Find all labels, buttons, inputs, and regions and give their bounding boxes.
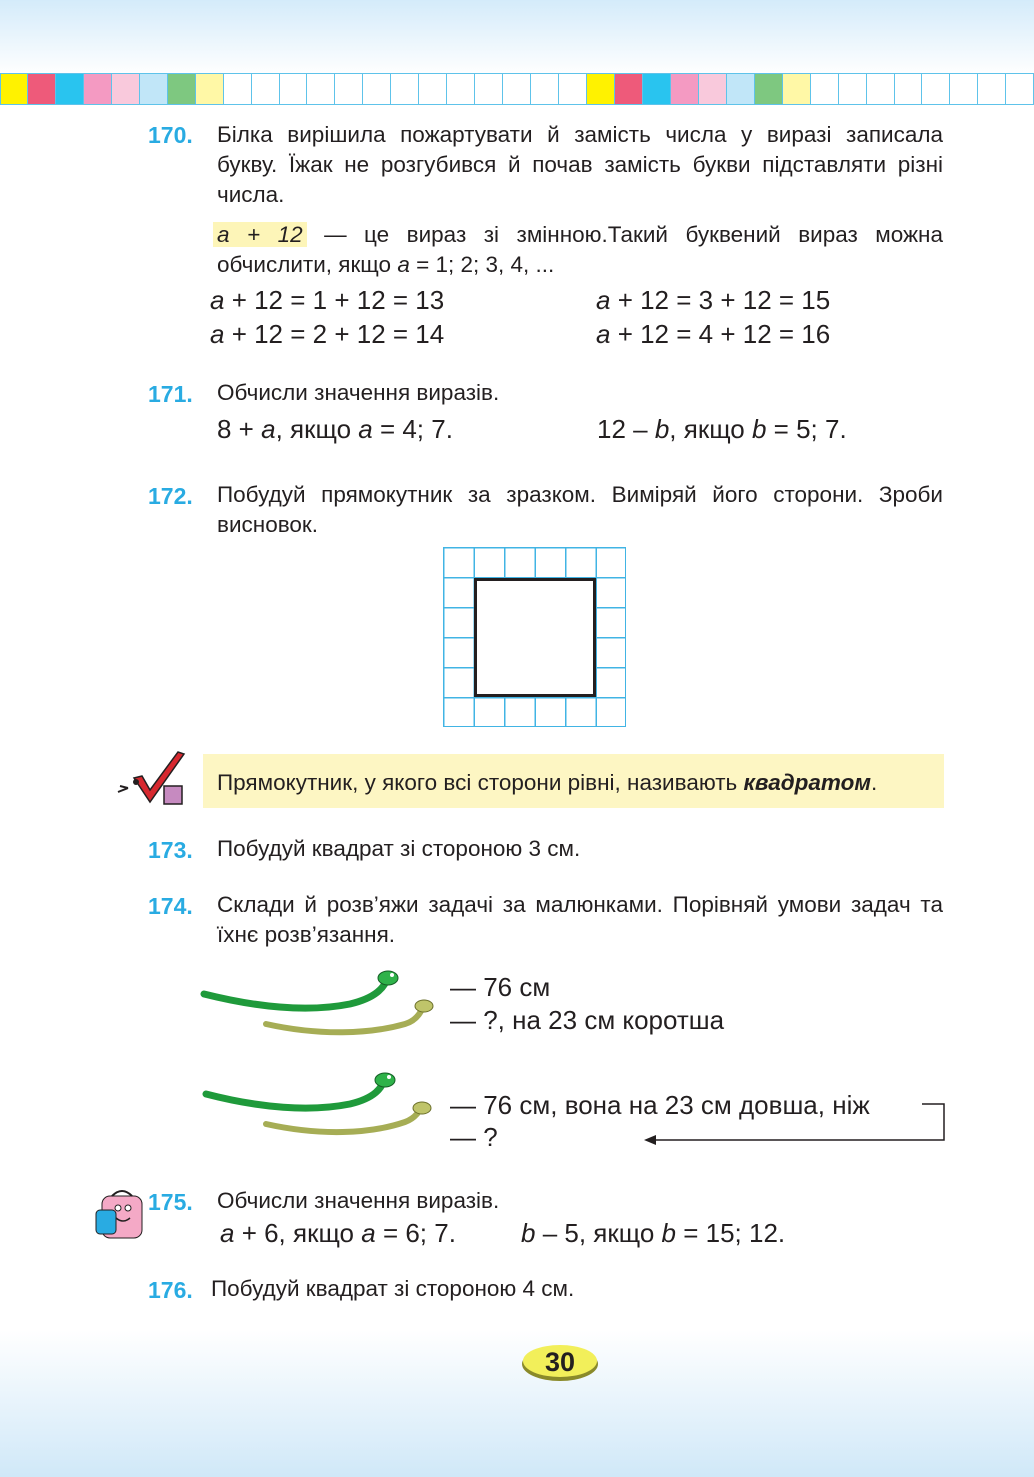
strip-square: [363, 73, 391, 105]
strip-square: [922, 73, 950, 105]
strip-square: [56, 73, 84, 105]
equation: a + 12 = 2 + 12 = 14: [210, 319, 445, 349]
strip-square: [643, 73, 671, 105]
task-number: 170.: [148, 122, 193, 148]
equation: a + 12 = 3 + 12 = 15: [596, 285, 831, 315]
task-text: Обчисли значення виразів.: [217, 380, 500, 405]
strip-square: [140, 73, 168, 105]
task-number: 174.: [148, 893, 193, 919]
strip-square: [755, 73, 783, 105]
strip-square: [699, 73, 727, 105]
strip-square: [978, 73, 1006, 105]
expression: b – 5, якщо b = 15; 12.: [521, 1218, 786, 1248]
strip-square: [224, 73, 252, 105]
strip-square: [950, 73, 978, 105]
strip-square: [475, 73, 503, 105]
task-number: 173.: [148, 837, 193, 863]
strip-square: [867, 73, 895, 105]
task-text: Побудуй прямокутник за зразком. Виміряй його сторони. Зроби висновок.: [217, 482, 943, 537]
rule-term: квадратом: [743, 770, 871, 795]
strip-square: [671, 73, 699, 105]
rule-text: Прямокутник, у якого всі сторони рівні, називають квадратом.: [217, 770, 878, 795]
strip-square: [783, 73, 811, 105]
strip-square: [391, 73, 419, 105]
strip-square: [531, 73, 559, 105]
strip-square: [587, 73, 615, 105]
decorative-square-strip: [0, 73, 1034, 105]
strip-square: [1006, 73, 1034, 105]
task-number: 172.: [148, 483, 193, 509]
snakes-illustration: [200, 1068, 440, 1148]
snake-label: — ?: [450, 1122, 498, 1152]
snake-label: — 76 см: [450, 972, 551, 1002]
page-number-badge: [520, 1343, 600, 1383]
page-number: 30: [544, 1347, 576, 1377]
strip-square: [615, 73, 643, 105]
expression: a + 6, якщо a = 6; 7.: [220, 1218, 456, 1248]
strip-square: [895, 73, 923, 105]
snakes-illustration: [200, 968, 440, 1048]
strip-square: [447, 73, 475, 105]
strip-square: [811, 73, 839, 105]
task-text: Склади й розв’яжи задачі за малюнками. Порівняй умови задач та їхнє розв’язання.: [217, 892, 943, 947]
task-text: Обчисли значення виразів.: [217, 1188, 500, 1213]
strip-square: [252, 73, 280, 105]
task-number: 176.: [148, 1277, 193, 1303]
strip-square: [727, 73, 755, 105]
strip-square: [28, 73, 56, 105]
strip-square: [280, 73, 308, 105]
expression: 12 – b, якщо b = 5; 7.: [597, 414, 847, 444]
strip-square: [559, 73, 587, 105]
reference-arrow: [640, 1098, 950, 1148]
equation: a + 12 = 4 + 12 = 16: [596, 319, 831, 349]
pencil-checkmark-icon: [114, 748, 190, 810]
expression: 8 + a, якщо a = 4; 7.: [217, 414, 453, 444]
task-number: 171.: [148, 381, 193, 407]
strip-square: [112, 73, 140, 105]
strip-square: [84, 73, 112, 105]
equation: a + 12 = 1 + 12 = 13: [210, 285, 445, 315]
strip-square: [168, 73, 196, 105]
strip-square: [335, 73, 363, 105]
snake-label: — 76 см, вона на 23 см довша, ніж: [450, 1090, 870, 1120]
task-text: Побудуй квадрат зі стороною 4 см.: [211, 1276, 575, 1301]
task-text: Білка вирішила пожартувати й замість числа у виразі записала букву. Їжак не розгубився й почав замість букви підставляти різні числа.: [217, 122, 943, 207]
strip-square: [503, 73, 531, 105]
strip-square: [839, 73, 867, 105]
backpack-icon: [92, 1186, 152, 1242]
sample-rectangle: [474, 578, 596, 697]
strip-square: [419, 73, 447, 105]
strip-square: [307, 73, 335, 105]
task-number: 175.: [148, 1189, 193, 1215]
strip-square: [196, 73, 224, 105]
variable-note: a + 12 — це вираз зі змінною.Такий буквений вираз можна обчислити, якщо a = 1; 2; 3, 4, ...: [217, 220, 943, 280]
task-text: Побудуй квадрат зі стороною 3 см.: [217, 836, 581, 861]
strip-square: [0, 73, 28, 105]
snake-label: — ?, на 23 см коротша: [450, 1005, 725, 1035]
expression-highlight: a + 12: [213, 222, 307, 247]
